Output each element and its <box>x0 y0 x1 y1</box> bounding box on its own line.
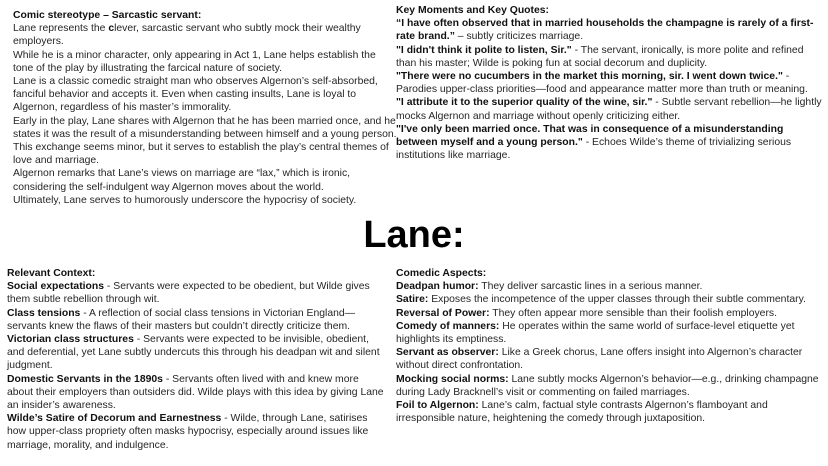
term: Wilde’s Satire of Decorum and Earnestness <box>7 413 222 425</box>
quote-comment: - Echoes Wilde’s theme of trivializing serious institutions like marriage. <box>396 137 792 162</box>
term: Satire: <box>396 294 429 306</box>
aspect-item <box>396 346 824 372</box>
quote-text: "I attribute it to the superior quality of the wine, sir." <box>396 97 653 109</box>
term: Servant as observer: <box>396 347 499 359</box>
context-item <box>7 333 387 373</box>
comedic-aspects-section <box>396 267 824 425</box>
paragraph: Early in the play, Lane shares with Algernon that he has been married once, and he states it was the result of a misunderstanding between himself and a young person. This exchange seems minor, but it serves to establish the play’s central themes of love and marriage. <box>13 115 397 167</box>
description: - Servants often lived with and knew more about their employers than outsiders did. Wilde plays with this idea by giving Lane an insider’s awareness. <box>7 373 384 412</box>
term: Victorian class structures <box>7 334 134 346</box>
paragraph: Algernon remarks that Lane’s views on marriage are “lax,” which is ironic, considering the self-indulgent way Algernon moves about the world. <box>13 168 351 193</box>
quote-comment: - Subtle servant rebellion—he lightly mocks Algernon and marriage without openly criticizing either. <box>396 97 822 122</box>
description: - Wilde, through Lane, satirises how upper-class propriety often masks hypocrisy, especially around issues like marriage, morality, and indulgence. <box>7 413 369 451</box>
description: - Servants were expected to be invisible, obedient, and deferential, yet Lane subtly undercuts this through his deadpan wit and silent judgment. <box>7 334 380 372</box>
aspect-item <box>396 399 824 425</box>
quote-text: "There were no cucumbers in the market this morning, sir. I went down twice." <box>396 71 783 83</box>
description: - Servants were expected to be obedient, but Wilde gives them subtle rebellion through wit. <box>7 281 370 306</box>
quote-item <box>396 96 824 122</box>
bold-letter: c <box>108 23 115 35</box>
quote-comment: – subtly criticizes marriage. <box>454 31 584 43</box>
context-item <box>7 280 387 306</box>
text: Lane represents the <box>13 23 109 35</box>
quote-item <box>396 17 824 43</box>
context-item <box>7 307 387 333</box>
quote-text: “I have often observed that in married households the champagne is rarely of a first-rate brand.” <box>396 18 814 43</box>
quote-item <box>396 123 824 163</box>
description: - A reflection of social class tensions in Victorian England—servants knew the flaws of their masters but couldn’t directly criticize them. <box>7 307 356 332</box>
aspect-item <box>396 320 824 346</box>
aspect-item <box>396 373 824 399</box>
term: Deadpan humor: <box>396 281 479 293</box>
section-heading: Relevant Context: <box>7 268 96 279</box>
aspect-item <box>396 307 824 320</box>
description: He operates within the same world of surface-level etiquette yet highlights its emptiness. <box>396 320 795 346</box>
key-quotes-section <box>396 4 824 162</box>
term: Domestic Servants in the 1890s <box>7 373 163 385</box>
context-item <box>7 412 387 452</box>
quote-item <box>396 70 824 96</box>
section-heading: Comedic Aspects: <box>396 268 487 279</box>
paragraph <box>13 22 398 48</box>
paragraph: Lane is a classic comedic straight man who observes Algernon’s self-absorbed, fanciful behavior and accepts it. Even when casting insults, Lane is loyal to Algernon, regardless of his master’s immorality. <box>13 76 378 114</box>
description: They often appear more sensible than their foolish employers. <box>489 307 778 319</box>
term: Reversal of Power: <box>396 307 490 319</box>
description: Lane’s calm, factual style contrasts Algernon’s flamboyant and irresponsible nature, heightening the comedy through juxtaposition. <box>396 400 768 425</box>
quote-comment: - The servant, ironically, is more polite and refined than his master; Wilde is poking fun at social decorum and duplicity. <box>396 44 804 69</box>
quote-text: "I've only been married once. That was in consequence of a misunderstanding between myself and a young person." <box>396 123 784 149</box>
description: Exposes the incompetence of the upper classes through their subtle commentary. <box>428 294 806 306</box>
aspect-item <box>396 280 824 293</box>
context-item <box>7 373 387 413</box>
description: They deliver sarcastic lines in a serious manner. <box>478 281 703 293</box>
quote-item <box>396 44 824 70</box>
section-heading: Comic stereotype – Sarcastic servant: <box>13 10 202 21</box>
comic-stereotype-section <box>13 9 398 207</box>
description: Like a Greek chorus, Lane offers insight into Algernon’s character without direct confrontation. <box>396 347 803 372</box>
description: Lane subtly mocks Algernon’s behavior—e.g., drinking champagne during Lady Bracknell’s visit or commenting on failed marriages. <box>396 373 819 398</box>
term: Comedy of manners: <box>396 320 500 332</box>
aspect-item <box>396 293 824 306</box>
term: Mocking social norms: <box>396 373 509 385</box>
term: Foil to Algernon: <box>396 400 479 412</box>
paragraph: Ultimately, Lane serves to humorously underscore the hypocrisy of society. <box>13 194 357 206</box>
quote-text: "I didn't think it polite to listen, Sir." <box>396 44 572 56</box>
page-title: Lane: <box>363 214 465 256</box>
quote-comment: - Parodies upper-class priorities—food and appearance matter more than truth or meaning. <box>396 71 808 96</box>
term: Class tensions <box>7 307 81 319</box>
term: Social expectations <box>7 281 105 293</box>
text: lever, sarcastic servant who subtly mock their wealthy employers. <box>13 23 361 48</box>
paragraph: While he is a minor character, only appearing in Act 1, Lane helps establish the tone of the play by illustrating the farcical nature of society. <box>13 49 376 74</box>
section-heading: Key Moments and Key Quotes: <box>396 5 550 16</box>
relevant-context-section <box>7 267 387 452</box>
